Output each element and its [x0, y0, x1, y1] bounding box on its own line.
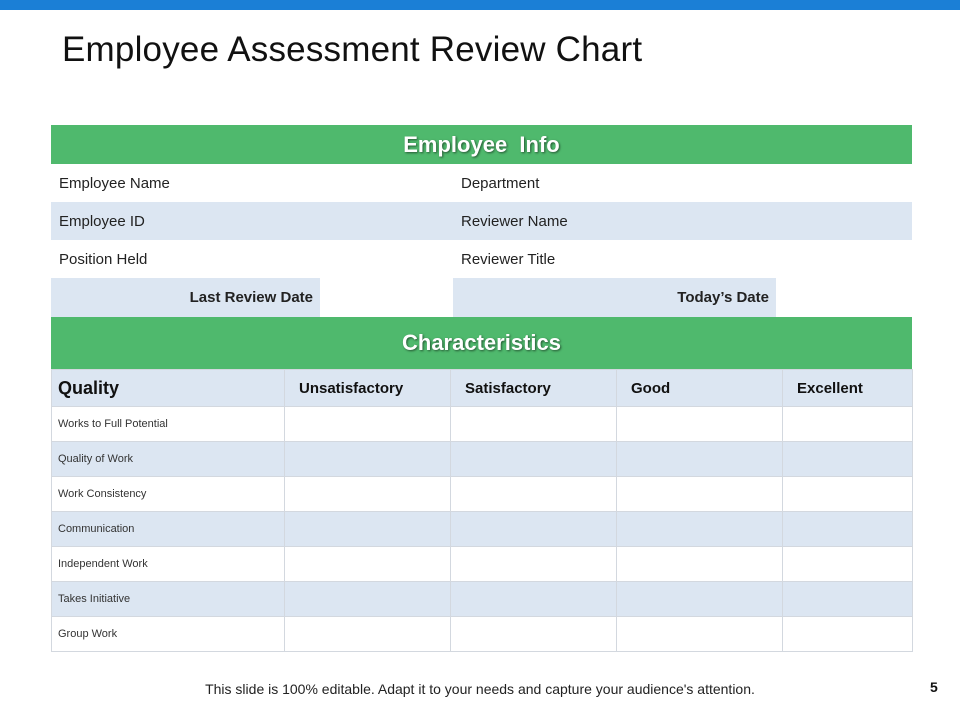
footer-text: This slide is 100% editable. Adapt it to your needs and capture your audience's attention. [205, 681, 755, 697]
row-label: Quality of Work [52, 442, 285, 477]
rating-cell[interactable] [451, 547, 617, 582]
table-row [52, 617, 913, 652]
info-row-1 [51, 164, 912, 202]
rating-cell[interactable] [285, 512, 451, 547]
rating-cell[interactable] [285, 442, 451, 477]
column-header-satisfactory: Satisfactory [451, 370, 617, 407]
row-label: Work Consistency [52, 477, 285, 512]
rating-cell[interactable] [783, 582, 913, 617]
rating-cell[interactable] [783, 512, 913, 547]
rating-cell[interactable] [783, 442, 913, 477]
employee-info-title: Employee Info [403, 131, 560, 157]
rating-cell[interactable] [451, 477, 617, 512]
reviewer-name-label: Reviewer Name [461, 212, 568, 230]
todays-date-label: Today’s Date [677, 289, 769, 306]
todays-date-cell [453, 278, 776, 317]
column-header-good: Good [617, 370, 783, 407]
row-label: Independent Work [52, 547, 285, 582]
top-accent-bar [0, 0, 960, 10]
rating-cell[interactable] [285, 547, 451, 582]
rating-cell[interactable] [451, 512, 617, 547]
rating-cell[interactable] [617, 407, 783, 442]
rating-cell[interactable] [285, 582, 451, 617]
footer-note [0, 681, 960, 697]
row-label: Takes Initiative [52, 582, 285, 617]
rating-cell[interactable] [451, 582, 617, 617]
rating-cell[interactable] [451, 617, 617, 652]
table-row [52, 547, 913, 582]
rating-cell[interactable] [617, 442, 783, 477]
table-row [52, 582, 913, 617]
employee-info-header [51, 125, 912, 164]
rating-cell[interactable] [617, 547, 783, 582]
page-title: Employee Assessment Review Chart [62, 30, 643, 69]
row-label: Group Work [52, 617, 285, 652]
last-review-date-cell [51, 278, 320, 317]
rating-cell[interactable] [783, 407, 913, 442]
table-header-row [52, 370, 913, 407]
rating-cell[interactable] [617, 512, 783, 547]
position-held-label: Position Held [59, 250, 148, 268]
reviewer-title-label: Reviewer Title [461, 250, 556, 268]
rating-cell[interactable] [285, 617, 451, 652]
column-header-unsatisfactory: Unsatisfactory [285, 370, 451, 407]
page-number: 5 [930, 679, 938, 695]
row-label: Communication [52, 512, 285, 547]
characteristics-table [51, 369, 913, 652]
info-row-2 [51, 202, 912, 240]
table-row [52, 477, 913, 512]
rating-cell[interactable] [285, 407, 451, 442]
department-label: Department [461, 174, 540, 192]
rating-cell[interactable] [783, 547, 913, 582]
info-row-3 [51, 240, 912, 278]
rating-cell[interactable] [617, 617, 783, 652]
last-review-date-label: Last Review Date [189, 289, 313, 306]
characteristics-title: Characteristics [402, 330, 561, 355]
rating-cell[interactable] [783, 617, 913, 652]
rating-cell[interactable] [451, 407, 617, 442]
employee-id-label: Employee ID [59, 212, 145, 230]
column-header-quality: Quality [52, 370, 285, 407]
characteristics-header [51, 317, 912, 369]
employee-name-label: Employee Name [59, 174, 170, 192]
rating-cell[interactable] [451, 442, 617, 477]
column-header-excellent: Excellent [783, 370, 913, 407]
rating-cell[interactable] [617, 582, 783, 617]
table-row [52, 512, 913, 547]
table-row [52, 442, 913, 477]
rating-cell[interactable] [783, 477, 913, 512]
table-row [52, 407, 913, 442]
row-label: Works to Full Potential [52, 407, 285, 442]
rating-cell[interactable] [617, 477, 783, 512]
rating-cell[interactable] [285, 477, 451, 512]
